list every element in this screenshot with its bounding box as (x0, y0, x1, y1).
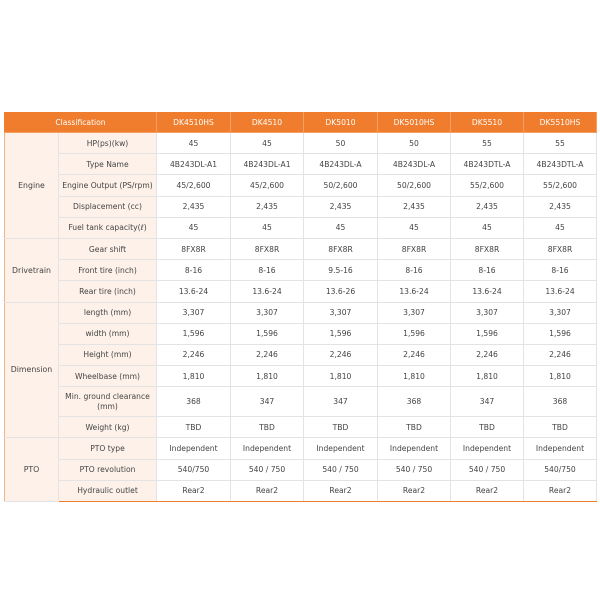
spec-value-cell: 8FX8R (231, 238, 304, 259)
spec-value-cell: Rear2 (157, 480, 231, 501)
spec-value-cell: 1,810 (524, 366, 597, 387)
table-row (5, 344, 597, 365)
spec-value-cell: 4B243DTL-A (524, 154, 597, 175)
spec-value-cell: 45/2,600 (231, 175, 304, 196)
spec-value-cell: 2,246 (304, 344, 378, 365)
table-row (5, 175, 597, 196)
table-row (5, 459, 597, 480)
spec-value-cell: 4B243DL-A1 (157, 154, 231, 175)
spec-value-cell: 8FX8R (378, 238, 451, 259)
spec-value-cell: 50/2,600 (304, 175, 378, 196)
spec-value-cell: 1,810 (304, 366, 378, 387)
spec-value-cell: 3,307 (451, 302, 524, 323)
spec-value-cell: TBD (231, 417, 304, 438)
spec-value-cell: 8FX8R (451, 238, 524, 259)
spec-value-cell: 368 (157, 387, 231, 417)
spec-value-cell: 1,810 (231, 366, 304, 387)
spec-value-cell: 13.6-24 (524, 281, 597, 302)
spec-value-cell: 2,246 (378, 344, 451, 365)
spec-value-cell: 50 (304, 133, 378, 154)
spec-item-label: Hydraulic outlet (59, 480, 157, 501)
spec-value-cell: 45 (524, 217, 597, 238)
spec-value-cell: 540 / 750 (378, 459, 451, 480)
table-row (5, 438, 597, 459)
table-row (5, 387, 597, 417)
spec-value-cell: 1,596 (304, 323, 378, 344)
spec-value-cell: 347 (231, 387, 304, 417)
spec-value-cell: 2,246 (157, 344, 231, 365)
spec-value-cell: 45 (378, 217, 451, 238)
spec-value-cell: 540/750 (157, 459, 231, 480)
table-row (5, 260, 597, 281)
spec-item-label: PTO revolution (59, 459, 157, 480)
spec-value-cell: 45 (231, 133, 304, 154)
spec-value-cell: 8-16 (157, 260, 231, 281)
spec-value-cell: Independent (378, 438, 451, 459)
spec-value-cell: 1,596 (378, 323, 451, 344)
spec-value-cell: Rear2 (304, 480, 378, 501)
spec-value-cell: Independent (451, 438, 524, 459)
spec-value-cell: 347 (304, 387, 378, 417)
spec-value-cell: 45 (157, 133, 231, 154)
spec-item-label: Min. ground clearance (mm) (59, 387, 157, 417)
spec-value-cell: 13.6-26 (304, 281, 378, 302)
spec-value-cell: 3,307 (524, 302, 597, 323)
spec-value-cell: 8-16 (231, 260, 304, 281)
spec-value-cell: 8-16 (378, 260, 451, 281)
group-label: PTO (5, 438, 59, 502)
spec-value-cell: 2,435 (231, 196, 304, 217)
spec-value-cell: Independent (231, 438, 304, 459)
spec-item-label: PTO type (59, 438, 157, 459)
spec-item-label: Fuel tank capacity(ℓ) (59, 217, 157, 238)
spec-value-cell: Independent (524, 438, 597, 459)
spec-value-cell: 3,307 (304, 302, 378, 323)
model-header: DK5510 (451, 113, 524, 133)
spec-value-cell: Independent (304, 438, 378, 459)
spec-value-cell: 2,246 (231, 344, 304, 365)
spec-value-cell: 50/2,600 (378, 175, 451, 196)
spec-value-cell: 13.6-24 (451, 281, 524, 302)
spec-value-cell: 55 (524, 133, 597, 154)
spec-value-cell: 45/2,600 (157, 175, 231, 196)
spec-value-cell: 3,307 (231, 302, 304, 323)
table-header (5, 113, 597, 133)
spec-value-cell: 1,810 (451, 366, 524, 387)
spec-table (4, 112, 597, 502)
spec-value-cell: 1,596 (524, 323, 597, 344)
spec-value-cell: 8-16 (524, 260, 597, 281)
group-label: Drivetrain (5, 238, 59, 302)
table-row (5, 480, 597, 501)
spec-value-cell: 1,810 (157, 366, 231, 387)
spec-value-cell: 9.5-16 (304, 260, 378, 281)
classification-header: Classification (5, 113, 157, 133)
table-row (5, 281, 597, 302)
spec-value-cell: 3,307 (157, 302, 231, 323)
spec-item-label: Height (mm) (59, 344, 157, 365)
spec-value-cell: TBD (378, 417, 451, 438)
spec-item-label: length (mm) (59, 302, 157, 323)
spec-value-cell: 540/750 (524, 459, 597, 480)
spec-value-cell: Independent (157, 438, 231, 459)
model-header: DK5010 (304, 113, 378, 133)
spec-value-cell: 55/2,600 (524, 175, 597, 196)
spec-value-cell: 55 (451, 133, 524, 154)
spec-value-cell: 4B243DTL-A (451, 154, 524, 175)
spec-value-cell: 8FX8R (304, 238, 378, 259)
spec-value-cell: Rear2 (378, 480, 451, 501)
spec-value-cell: 4B243DL-A (378, 154, 451, 175)
spec-item-label: HP(ps)(kw) (59, 133, 157, 154)
spec-value-cell: 1,596 (451, 323, 524, 344)
spec-value-cell: 368 (378, 387, 451, 417)
spec-value-cell: 2,246 (451, 344, 524, 365)
spec-value-cell: Rear2 (451, 480, 524, 501)
spec-value-cell: 4B243DL-A (304, 154, 378, 175)
spec-value-cell: 347 (451, 387, 524, 417)
spec-value-cell: TBD (451, 417, 524, 438)
spec-value-cell: 540 / 750 (304, 459, 378, 480)
spec-value-cell: 2,435 (378, 196, 451, 217)
group-label: Engine (5, 133, 59, 239)
spec-value-cell: 8FX8R (524, 238, 597, 259)
group-label: Dimension (5, 302, 59, 438)
spec-value-cell: 13.6-24 (157, 281, 231, 302)
spec-value-cell: 8-16 (451, 260, 524, 281)
spec-value-cell: 50 (378, 133, 451, 154)
table-row (5, 133, 597, 154)
spec-value-cell: 13.6-24 (378, 281, 451, 302)
spec-value-cell: 2,435 (304, 196, 378, 217)
spec-value-cell: 1,596 (157, 323, 231, 344)
spec-value-cell: 45 (231, 217, 304, 238)
model-header: DK5510HS (524, 113, 597, 133)
table-row (5, 366, 597, 387)
model-header: DK5010HS (378, 113, 451, 133)
spec-value-cell: TBD (524, 417, 597, 438)
spec-value-cell: 45 (157, 217, 231, 238)
spec-item-label: width (mm) (59, 323, 157, 344)
table-row (5, 302, 597, 323)
spec-value-cell: Rear2 (524, 480, 597, 501)
spec-item-label: Front tire (inch) (59, 260, 157, 281)
spec-value-cell: 2,246 (524, 344, 597, 365)
spec-value-cell: 1,596 (231, 323, 304, 344)
spec-value-cell: 2,435 (524, 196, 597, 217)
table-row (5, 323, 597, 344)
spec-value-cell: 45 (304, 217, 378, 238)
spec-value-cell: 1,810 (378, 366, 451, 387)
spec-value-cell: 3,307 (378, 302, 451, 323)
spec-value-cell: TBD (304, 417, 378, 438)
spec-value-cell: 368 (524, 387, 597, 417)
spec-item-label: Rear tire (inch) (59, 281, 157, 302)
table-row (5, 238, 597, 259)
model-header: DK4510 (231, 113, 304, 133)
spec-value-cell: 2,435 (451, 196, 524, 217)
spec-item-label: Gear shift (59, 238, 157, 259)
spec-value-cell: 13.6-24 (231, 281, 304, 302)
table-row (5, 196, 597, 217)
spec-value-cell: 2,435 (157, 196, 231, 217)
header-row (5, 113, 597, 133)
spec-value-cell: 4B243DL-A1 (231, 154, 304, 175)
table-body (5, 133, 597, 502)
spec-item-label: Type Name (59, 154, 157, 175)
spec-item-label: Weight (kg) (59, 417, 157, 438)
spec-value-cell: 8FX8R (157, 238, 231, 259)
table-row (5, 154, 597, 175)
spec-item-label: Engine Output (PS/rpm) (59, 175, 157, 196)
table-row (5, 417, 597, 438)
spec-value-cell: Rear2 (231, 480, 304, 501)
spec-item-label: Displacement (cc) (59, 196, 157, 217)
table-row (5, 217, 597, 238)
spec-value-cell: TBD (157, 417, 231, 438)
spec-item-label: Wheelbase (mm) (59, 366, 157, 387)
spec-value-cell: 45 (451, 217, 524, 238)
spec-value-cell: 55/2,600 (451, 175, 524, 196)
spec-value-cell: 540 / 750 (451, 459, 524, 480)
spec-value-cell: 540 / 750 (231, 459, 304, 480)
model-header: DK4510HS (157, 113, 231, 133)
